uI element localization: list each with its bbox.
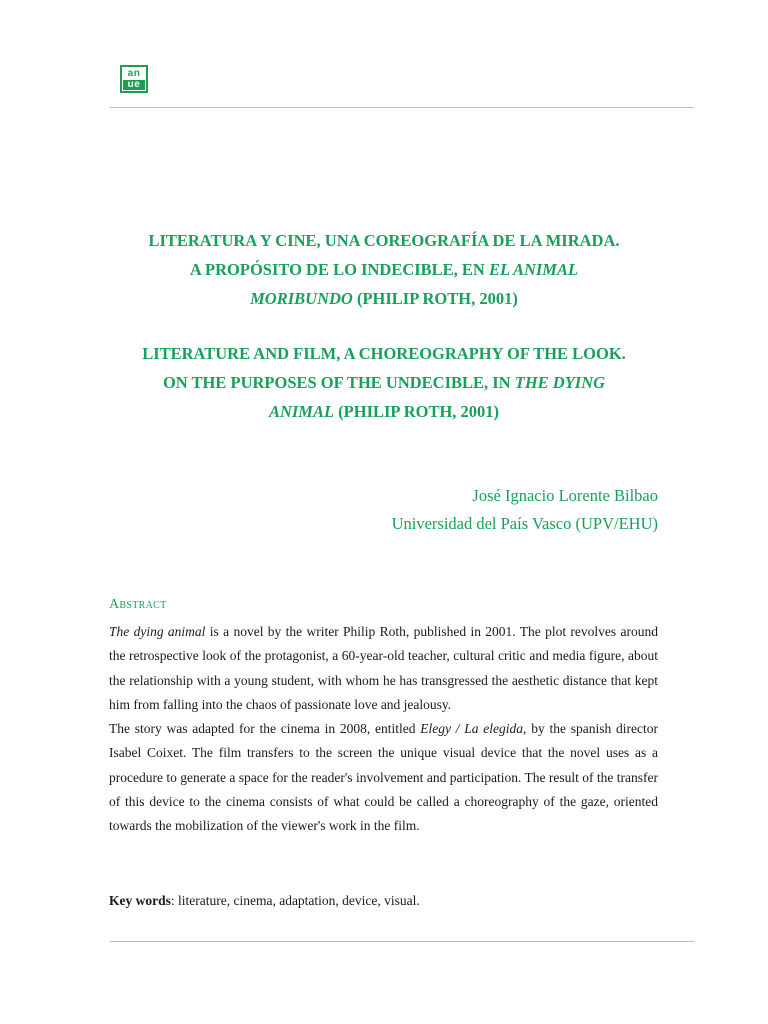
- title-es-line-1: LITERATURA Y CINE, UNA COREOGRAFÍA DE LA MIRADA.: [148, 231, 620, 250]
- title-es-line-2-text: A PROPÓSITO DE LO INDECIBLE, EN: [189, 260, 489, 279]
- keywords-text: : literature, cinema, adaptation, device, visual.: [170, 893, 420, 908]
- keywords-line: [109, 890, 658, 912]
- abstract-p1-text: is a novel by the writer Philip Roth, published in 2001. The plot revolves around the retrospective look of the protagonist, a 60-year-old teacher, cultural critic and media figure, about the relationship with a young student, with whom he has transgressed the aesthetic distance that kept him from falling into the chaos of passionate love and jealousy.: [109, 624, 658, 712]
- title-spanish: [100, 226, 668, 313]
- abstract-paragraph-2: [109, 717, 658, 838]
- abstract-heading: Abstract: [109, 597, 167, 612]
- title-en-line-3: [100, 397, 668, 426]
- abstract-p2-text: by the spanish director Isabel Coixet. The film transfers to the screen the unique visual device that the novel uses as a procedure to generate a space for the reader's involvement and participation. The result of the transfer of this device to the cinema consists of what could be called a choreography of the gaze, oriented towards the mobilization of the viewer's work in the film.: [109, 721, 658, 834]
- title-es-line-2: [100, 255, 668, 284]
- title-es-line-3-italic: MORIBUNDO: [250, 289, 353, 308]
- header-rule: [110, 107, 694, 108]
- author-name: José Ignacio Lorente Bilbao: [472, 486, 658, 505]
- title-en-line-3-italic: ANIMAL: [268, 402, 335, 421]
- title-es-line-3-text: (PHILIP ROTH, 2001): [352, 289, 518, 308]
- title-en-line-1: LITERATURE AND FILM, A CHOREOGRAPHY OF THE LOOK.: [142, 344, 626, 363]
- abstract-body: [109, 620, 658, 839]
- logo-text-bottom: ue: [123, 80, 145, 90]
- title-en-line-3-text: (PHILIP ROTH, 2001): [334, 402, 500, 421]
- title-es-line-2-italic: EL ANIMAL: [488, 260, 579, 279]
- author-affiliation: Universidad del País Vasco (UPV/EHU): [391, 514, 658, 533]
- logo-text-top: an: [127, 67, 141, 79]
- title-es-line-3: [100, 284, 668, 313]
- title-en-line-2-italic: THE DYING: [514, 373, 606, 392]
- abstract-p2-italic: Elegy / La elegida,: [420, 721, 527, 737]
- abstract-p1-italic: The dying animal: [109, 624, 206, 639]
- abstract-p2-start: The story was adapted for the cinema in 2008, entitled: [109, 721, 421, 737]
- title-en-line-2-text: ON THE PURPOSES OF THE UNDECIBLE, IN: [162, 373, 515, 392]
- footer-rule: [110, 941, 694, 942]
- journal-logo: [120, 65, 148, 93]
- keywords-label: Key words: [109, 893, 171, 908]
- title-en-line-2: [100, 368, 668, 397]
- title-english: [100, 339, 668, 426]
- abstract-paragraph-1: [109, 620, 658, 717]
- author-block: [392, 482, 658, 538]
